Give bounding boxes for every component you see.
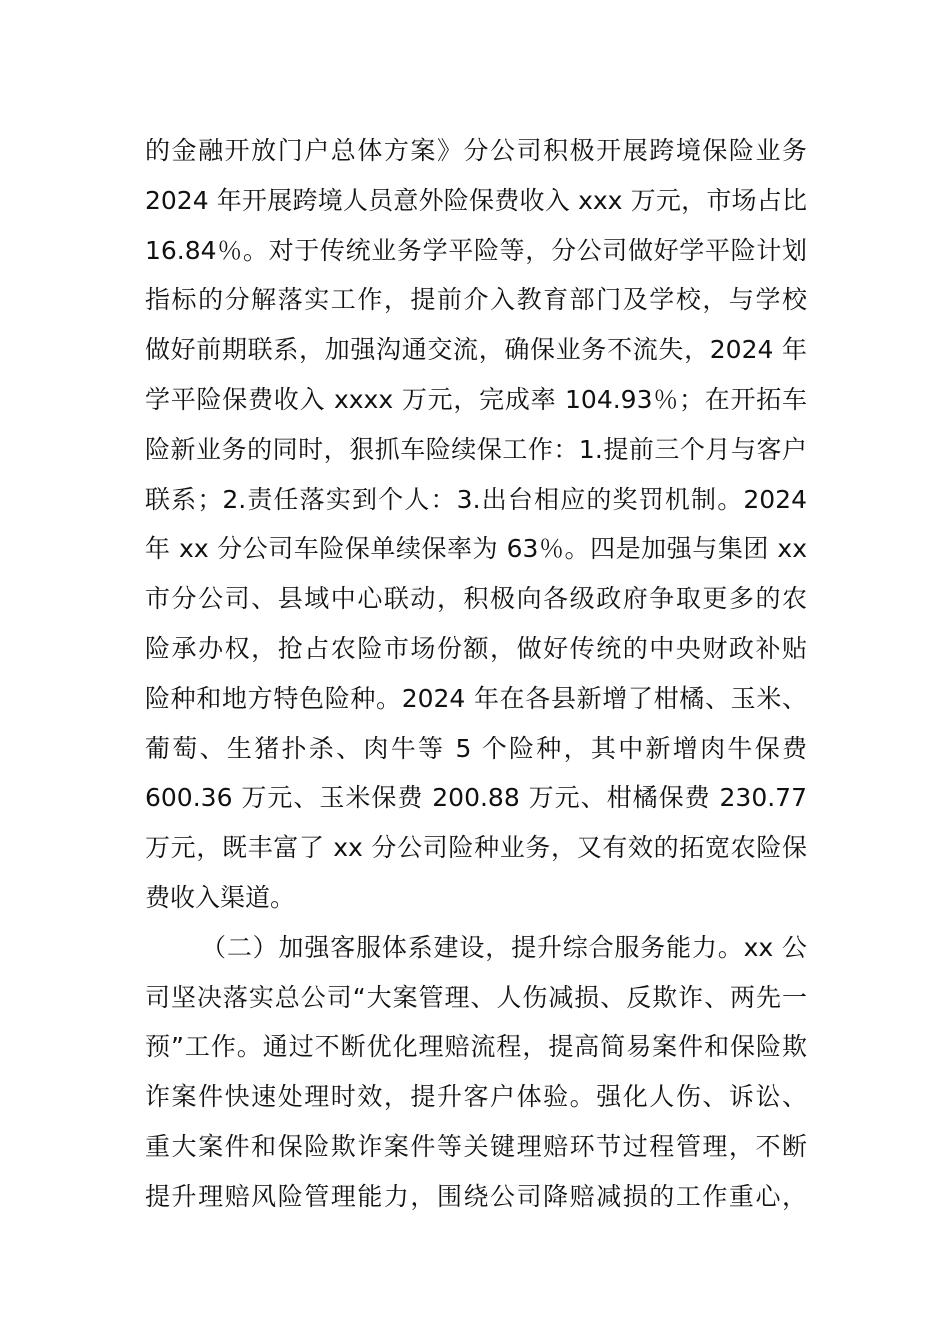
text-line: 联系；2.责任落实到个人：3.出台相应的奖罚机制。2024 [145,484,807,514]
text-line: 学平险保费收入 xxxx 万元，完成率 104.93％；在开拓车 [145,384,807,414]
text-line: 16.84％。对于传统业务学平险等，分公司做好学平险计划 [145,235,807,265]
text-line: 市分公司、县域中心联动，积极向各级政府争取更多的农 [145,584,807,614]
text-line: 提升理赔风险管理能力，围绕公司降赔减损的工作重心， [145,1181,807,1211]
text-line: 重大案件和保险欺诈案件等关键理赔环节过程管理，不断 [145,1131,807,1161]
text-line: 指标的分解落实工作，提前介入教育部门及学校，与学校 [145,285,807,315]
text-line: 2024 年开展跨境人员意外险保费收入 xxx 万元，市场占比 [145,185,807,215]
text-line: 万元，既丰富了 xx 分公司险种业务，又有效的拓宽农险保 [145,833,807,863]
text-line: 预”工作。通过不断优化理赔流程，提高简易案件和保险欺 [145,1032,807,1062]
text-line: 司坚决落实总公司“大案管理、人伤减损、反欺诈、两先一 [145,982,807,1012]
text-line: 的金融开放门户总体方案》分公司积极开展跨境保险业务 [145,136,807,165]
text-line: 险承办权，抢占农险市场份额，做好传统的中央财政补贴 [145,633,807,663]
document-page [145,126,807,1222]
text-line: 葡萄、生猪扑杀、肉牛等 5 个险种，其中新增肉牛保费 [145,733,807,763]
text-line: 险种和地方特色险种。2024 年在各县新增了柑橘、玉米、 [145,683,807,713]
section-heading-line: （二）加强客服体系建设，提升综合服务能力。xx 公 [201,932,807,962]
text-line: 600.36 万元、玉米保费 200.88 万元、柑橘保费 230.77 [145,783,807,813]
text-line: 诈案件快速处理时效，提升客户体验。强化人伤、诉讼、 [145,1082,807,1112]
text-line: 险新业务的同时，狠抓车险续保工作：1.提前三个月与客户 [145,434,807,464]
text-line: 做好前期联系，加强沟通交流，确保业务不流失，2024 年 [145,335,807,365]
text-line: 费收入渠道。 [145,882,296,912]
text-line: 年 xx 分公司车险保单续保率为 63％。四是加强与集团 xx [145,534,807,564]
